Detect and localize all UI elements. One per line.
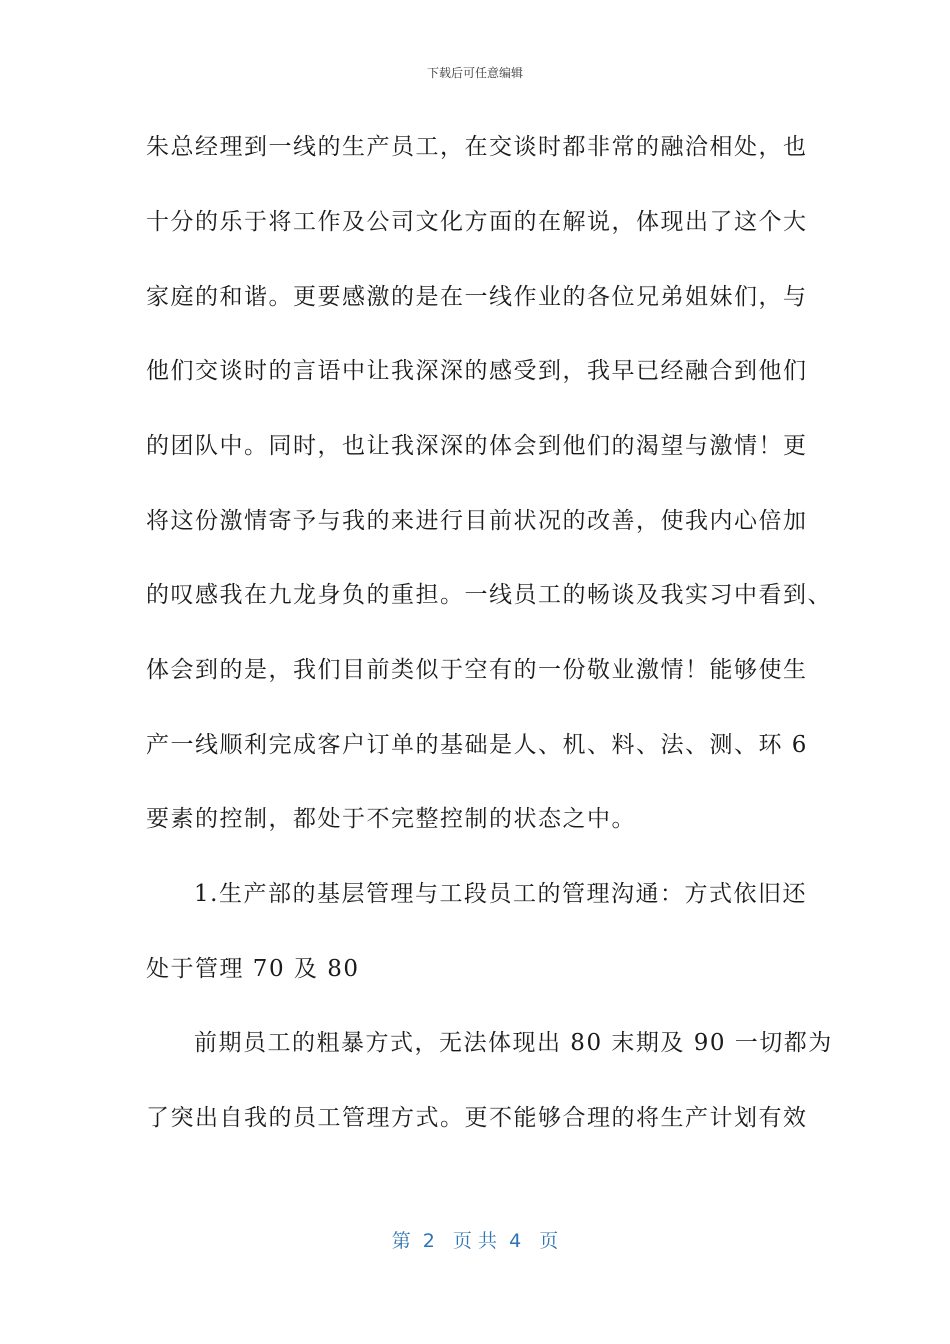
page-footer: 第 2 页 共 4 页 [391, 1230, 559, 1252]
text-line: 的叹感我在九龙身负的重担。一线员工的畅谈及我实习中看到、 [146, 582, 832, 608]
text-line: 他们交谈时的言语中让我深深的感受到，我早已经融合到他们 [146, 358, 808, 384]
text-line: 十分的乐于将工作及公司文化方面的在解说，体现出了这个大 [146, 209, 808, 235]
text-line: 家庭的和谐。更要感激的是在一线作业的各位兄弟姐妹们，与 [146, 284, 808, 310]
text-line: 要素的控制，都处于不完整控制的状态之中。 [146, 806, 636, 832]
text-line: 前期员工的粗暴方式，无法体现出 80 末期及 90 一切都为 [194, 1030, 833, 1056]
text-line: 的团队中。同时，也让我深深的体会到他们的渴望与激情！更 [146, 433, 808, 459]
text-line: 朱总经理到一线的生产员工，在交谈时都非常的融洽相处，也 [146, 134, 808, 160]
page-header: 下载后可任意编辑 [426, 66, 523, 80]
text-line: 将这份激情寄予与我的来进行目前状况的改善，使我内心倍加 [146, 508, 808, 534]
text-line: 产一线顺利完成客户订单的基础是人、机、料、法、测、环 6 [146, 732, 808, 758]
text-line: 了突出自我的员工管理方式。更不能够合理的将生产计划有效 [146, 1105, 808, 1131]
text-line: 体会到的是，我们目前类似于空有的一份敬业激情！能够使生 [146, 657, 808, 683]
text-line: 1.生产部的基层管理与工段员工的管理沟通：方式依旧还 [194, 881, 807, 907]
text-line: 处于管理 70 及 80 [146, 956, 360, 982]
